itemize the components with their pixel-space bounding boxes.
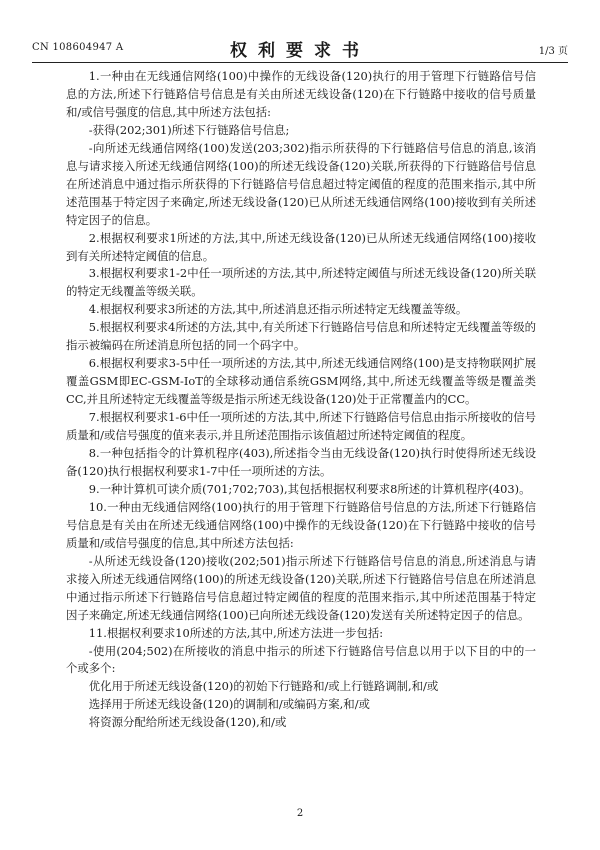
page-indicator: 1/3 页 [538, 46, 568, 57]
claim-paragraph: 2.根据权利要求1所述的方法,其中,所述无线设备(120)已从所述无线通信网络(100)接收到有关所述特定阈值的信息。 [66, 230, 536, 263]
claim-paragraph: 3.根据权利要求1-2中任一项所述的方法,其中,所述特定阈值与所述无线设备(120)所关联的特定无线覆盖等级关联。 [66, 266, 536, 299]
claim-paragraph: 4.根据权利要求3所述的方法,其中,所述消息还指示所述特定无线覆盖等级。 [88, 302, 468, 317]
claim-paragraph: -从所述无线设备(120)接收(202;501)指示所述下行链路信号信息的消息,所述消息与请求接入所述无线通信网络(100)的所述无线设备(120)关联,所述下行链路信号信息在所述消息中通过指示所述下行链路信号信息超过特定阈值的程度的范围来指示,其中所述范围基于特定因子来确定,所述无线通信网络(100)已向所述无线设备(120)发送有关所述特定因子的信息。 [66, 553, 536, 622]
publication-number: CN 108604947 A [32, 42, 124, 53]
claim-paragraph: 1.一种由在无线通信网络(100)中操作的无线设备(120)执行的用于管理下行链路信号信息的方法,所述下行链路信号信息是有关由所述无线设备(120)在下行链路中接收的信号质量和/或信号强度的信息,其中所述方法包括: [66, 69, 536, 119]
claim-paragraph: 优化用于所述无线设备(120)的初始下行链路和/或上行链路调制,和/或 [88, 679, 439, 694]
claim-paragraph: -向所述无线通信网络(100)发送(203;302)指示所获得的下行链路信号信息的消息,该消息与请求接入所述无线通信网络(100)的所述无线设备(120)关联,所获得的下行链路信号信息在所述消息中通过指示所获得的下行链路信号信息超过特定阈值的程度的范围来指示,其中所述范围基于特定因子来确定,所述无线设备(120)已从所述无线通信网络(100)接收到有关所述特定因子的信息。 [66, 140, 536, 227]
claims-body [66, 68, 536, 732]
document-title: 权利要求书 [230, 41, 370, 61]
claim-paragraph: -获得(202;301)所述下行链路信号信息; [88, 122, 290, 137]
page-number: 2 [296, 808, 304, 819]
claim-paragraph: 8.一种包括指令的计算机程序(403),所述指令当由无线设备(120)执行时使得所述无线设备(120)执行根据权利要求1-7中任一项所述的方法。 [66, 446, 536, 478]
claim-paragraph: 7.根据权利要求1-6中任一项所述的方法,其中,所述下行链路信号信息由指示所接收的信号质量和/或信号强度的值来表示,并且所述范围指示该值超过所述特定阈值的程度。 [66, 410, 536, 443]
header-rule [32, 62, 568, 63]
page-header [32, 34, 568, 60]
claim-paragraph: -使用(204;502)在所接收的消息中指示的所述下行链路信号信息以用于以下目的中的一个或多个: [66, 643, 536, 676]
claim-paragraph: 9.一种计算机可读介质(701;702;703),其包括根据权利要求8所述的计算机程序(403)。 [88, 481, 531, 496]
claim-paragraph: 5.根据权利要求4所述的方法,其中,有关所述下行链路信号信息和所述特定无线覆盖等级的指示被编码在所述消息所包括的同一个码字中。 [66, 320, 536, 353]
claim-paragraph: 将资源分配给所述无线设备(120),和/或 [88, 715, 287, 730]
claim-paragraph: 10.一种由无线通信网络(100)执行的用于管理下行链路信号信息的方法,所述下行链路信号信息是有关由在所述无线通信网络(100)中操作的无线设备(120)在下行链路中接收的信号质量和/或信号强度的信息,其中所述方法包括: [66, 499, 536, 550]
claim-paragraph: 6.根据权利要求3-5中任一项所述的方法,其中,所述无线通信网络(100)是支持物联网扩展覆盖GSM即EC-GSM-IoT的全球移动通信系统GSM网络,其中,所述无线覆盖等级是覆盖类CC,并且所述特定无线覆盖等级是指示所述无线设备(120)处于正常覆盖内的CC。 [66, 356, 536, 407]
claim-paragraph: 选择用于所述无线设备(120)的调制和/或编码方案,和/或 [88, 697, 370, 712]
claim-paragraph: 11.根据权利要求10所述的方法,其中,所述方法进一步包括: [88, 625, 384, 640]
